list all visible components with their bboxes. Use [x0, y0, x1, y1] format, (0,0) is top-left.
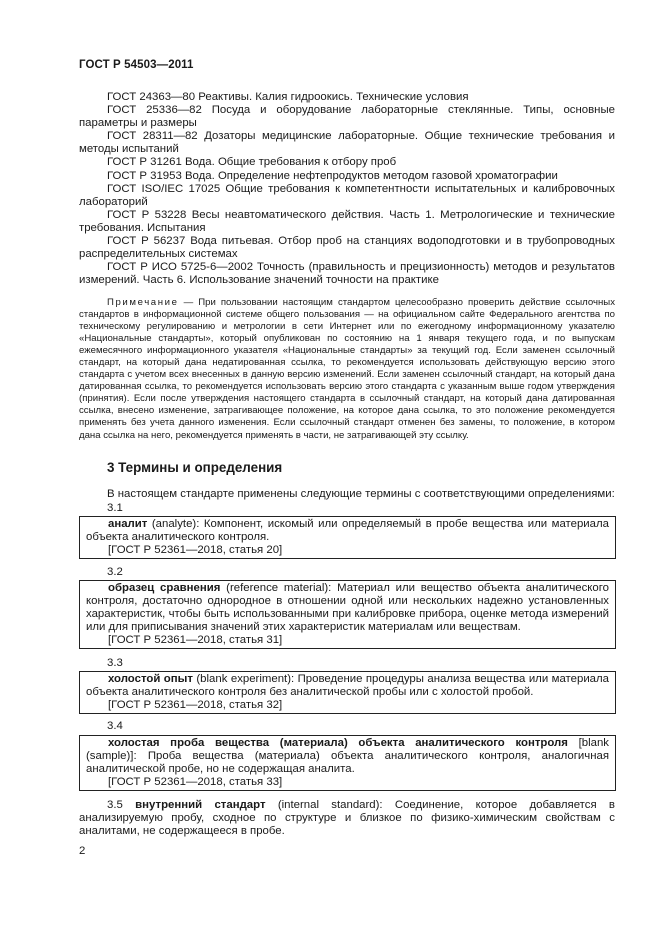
term-box [79, 671, 616, 714]
term-source: [ГОСТ Р 52361—2018, статья 31] [108, 634, 283, 647]
term-number: 3.4 [107, 720, 123, 732]
term-number: 3.1 [107, 502, 123, 514]
term-name: внутренний стандарт [135, 799, 266, 811]
term-source: [ГОСТ Р 52361—2018, статья 20] [108, 544, 283, 557]
reference-item: ГОСТ Р 31261 Вода. Общие требования к отбору проб [107, 156, 397, 169]
term-number: 3.3 [107, 657, 123, 669]
reference-item: ГОСТ 24363—80 Реактивы. Калия гидроокись. Технические условия [107, 91, 469, 103]
section-intro: В настоящем стандарте применены следующие термины с соответствующими определениями: [107, 488, 615, 500]
note-label: Примечание [107, 297, 179, 308]
term-definition-text: [blank (sample)]: Проба вещества (материала) объекта аналитического контроля, аналогичная аналитической пробе, но не содержащая аналита. [86, 737, 609, 776]
term-definition [86, 737, 609, 776]
term-source: [ГОСТ Р 52361—2018, статья 33] [108, 776, 283, 789]
term-box [79, 580, 616, 649]
note-text: — При пользовании настоящим стандартом целесообразно проверить действие ссылочных стандартов в информационной системе общего пользования — на официальном сайте Федерального агентства по техническому регулированию и метрологии в сети Интернет или по ежегодному информационному указателю «Национальные стандарты», который опубликован по состоянию на 1 января текущего года, и по выпускам ежемесячного информационного указателя «Национальные стандарты» за текущий год. Если заменен ссылочный стандарт, на который дана недатированная ссылка, то рекомендуется использовать действующую версию этого стандарта с учетом всех внесенных в данную версию изменений. Если заменен ссылочный стандарт, на который дана датированная ссылка, то рекомендуется использовать версию этого стандарта с указанным выше годом утверждения (принятия). Если после утверждения настоящего стандарта в ссылочный стандарт, на который дана датированная ссылка, внесено изменение, затрагивающее положение, на которое дана ссылка, то это положение рекомендуется применять без учета данного изменения. Если ссылочный стандарт отменен без замены, то положение, в котором дана ссылка на него, рекомендуется применять в части, не затрагивающей эту ссылку. [79, 297, 615, 441]
reference-item: ГОСТ Р ИСО 5725-6—2002 Точность (правильность и прецизионность) методов и результатов измерений. Часть 6. Использование значений точности на практике [79, 261, 615, 287]
term-definition-text: (reference material): Материал или вещество объекта аналитического контроля, достаточно однородное в отношении одной или нескольких надежно установленных характеристик, чтобы быть использованными при калибровке прибора, оценке метода измерений или для приписывания значений этих характеристик материалам или веществам. [86, 582, 609, 634]
reference-item: ГОСТ Р 31953 Вода. Определение нефтепродуктов методом газовой хроматографии [107, 169, 558, 182]
reference-item: ГОСТ 25336—82 Посуда и оборудование лабораторные стеклянные. Типы, основные параметры и размеры [79, 104, 615, 130]
note-paragraph [79, 297, 615, 442]
normative-references-list [79, 91, 615, 287]
reference-item: ГОСТ Р 56237 Вода питьевая. Отбор проб на станциях водоподготовки и в трубопроводных распределительных системах [79, 235, 615, 261]
section-title: 3 Термины и определения [107, 460, 283, 475]
term-definition-text: (blank experiment): Проведение процедуры анализа вещества или материала объекта аналитического контроля без аналитической пробы или с холостой пробой. [86, 673, 609, 699]
term-name: холостой опыт [108, 673, 193, 685]
term-number: 3.2 [107, 566, 123, 578]
term-definition [86, 582, 609, 634]
term-name: холостая проба вещества (материала) объекта аналитического контроля [108, 737, 568, 749]
reference-item: ГОСТ Р 53228 Весы неавтоматического действия. Часть 1. Метрологические и технические требования. Испытания [79, 208, 615, 234]
document-header: ГОСТ Р 54503—2011 [79, 59, 194, 71]
term-definition [86, 673, 609, 699]
term-number: 3.5 [107, 799, 123, 811]
term-3-5-paragraph [79, 799, 615, 838]
term-box [79, 735, 616, 791]
term-name: аналит [108, 518, 148, 530]
page-number: 2 [79, 845, 86, 857]
reference-item: ГОСТ ISO/IEC 17025 Общие требования к компетентности испытательных и калибровочных лабораторий [79, 182, 615, 208]
term-name: образец сравнения [108, 582, 221, 594]
term-definition [86, 518, 609, 544]
reference-item: ГОСТ 28311—82 Дозаторы медицинские лабораторные. Общие технические требования и методы испытаний [79, 130, 615, 156]
term-definition-text: (analyte): Компонент, искомый или определяемый в пробе вещества или материала объекта аналитического контроля. [86, 518, 609, 544]
term-source: [ГОСТ Р 52361—2018, статья 32] [108, 699, 283, 712]
term-definition-text: (internal standard): Соединение, которое добавляется в анализируемую пробу, сходное по структуре и близкое по физико-химическим свойствам с аналитами, не содержащееся в пробе. [79, 799, 615, 838]
term-box [79, 516, 616, 559]
